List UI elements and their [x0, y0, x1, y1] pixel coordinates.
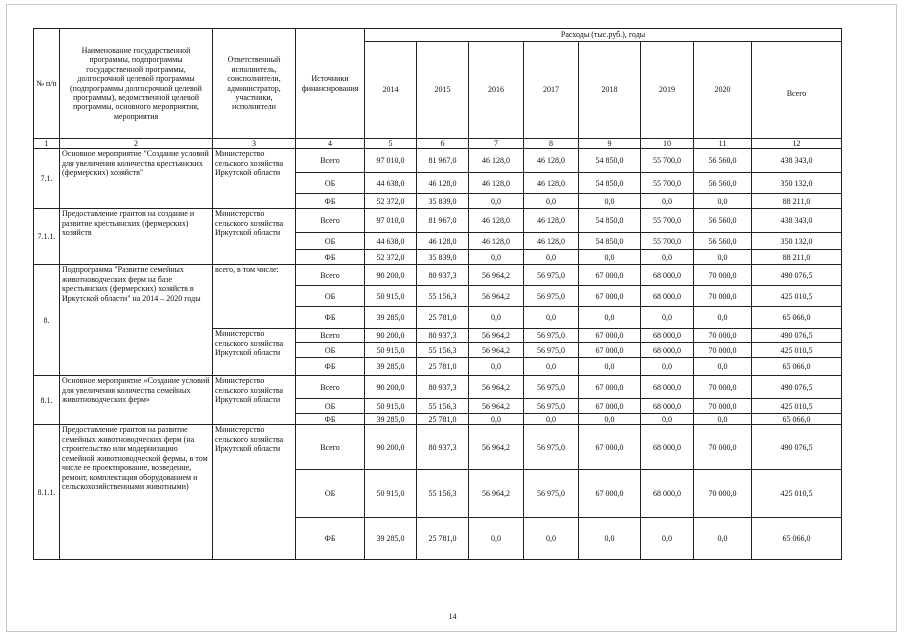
row-total-value: 65 066,0	[752, 414, 842, 425]
row-source: Всего	[296, 265, 365, 286]
row-total-value: 425 010,5	[752, 470, 842, 518]
row-value: 68 000,0	[641, 286, 694, 307]
row-name: Предоставление грантов на развитие семейных животноводческих ферм (на строительство или модернизацию семейной животноводческой фермы, в том числе ее проектирование, возведение, ремонт, комплектация оборудованием и сельскохозяйственными животными)	[60, 425, 213, 560]
header-year: 2014	[365, 42, 417, 139]
row-value: 39 285,0	[365, 307, 417, 329]
row-value: 52 372,0	[365, 250, 417, 265]
column-number: 12	[752, 139, 842, 149]
row-name: Основное мероприятие "Создание условий для увеличения количества крестьянских (фермерских) хозяйств"	[60, 149, 213, 209]
row-value: 56 560,0	[694, 233, 752, 250]
row-value: 0,0	[579, 358, 641, 376]
row-number: 8.	[34, 265, 60, 376]
row-value: 80 937,3	[417, 376, 469, 399]
row-value: 46 128,0	[417, 233, 469, 250]
row-value: 0,0	[641, 518, 694, 560]
header-year: 2020	[694, 42, 752, 139]
row-value: 80 937,3	[417, 425, 469, 470]
row-value: 97 010,0	[365, 149, 417, 173]
row-source: Всего	[296, 149, 365, 173]
row-value: 54 850,0	[579, 149, 641, 173]
row-value: 0,0	[579, 414, 641, 425]
row-value: 55 700,0	[641, 173, 694, 194]
row-value: 67 000,0	[579, 265, 641, 286]
row-value: 0,0	[524, 358, 579, 376]
row-value: 68 000,0	[641, 265, 694, 286]
row-value: 25 781,0	[417, 307, 469, 329]
row-value: 56 975,0	[524, 265, 579, 286]
row-value: 67 000,0	[579, 343, 641, 358]
row-total-value: 425 010,5	[752, 399, 842, 414]
row-value: 56 964,2	[469, 425, 524, 470]
row-value: 70 000,0	[694, 343, 752, 358]
row-value: 70 000,0	[694, 376, 752, 399]
row-value: 0,0	[641, 307, 694, 329]
row-total-value: 425 010,5	[752, 343, 842, 358]
row-source: Всего	[296, 425, 365, 470]
row-value: 80 937,3	[417, 265, 469, 286]
row-total-value: 490 076,5	[752, 376, 842, 399]
row-total-value: 88 211,0	[752, 250, 842, 265]
row-value: 70 000,0	[694, 399, 752, 414]
row-value: 55 700,0	[641, 209, 694, 233]
row-total-value: 350 132,0	[752, 173, 842, 194]
row-value: 55 156,3	[417, 343, 469, 358]
row-responsible: Министерство сельского хозяйства Иркутской области	[213, 149, 296, 209]
header-total: Всего	[752, 42, 842, 139]
row-value: 25 781,0	[417, 358, 469, 376]
row-value: 68 000,0	[641, 470, 694, 518]
row-number: 7.1.	[34, 149, 60, 209]
row-value: 56 975,0	[524, 470, 579, 518]
row-value: 0,0	[694, 414, 752, 425]
row-value: 0,0	[579, 307, 641, 329]
row-value: 0,0	[524, 194, 579, 209]
row-value: 68 000,0	[641, 399, 694, 414]
row-total-value: 438 343,0	[752, 209, 842, 233]
header-expenses: Расходы (тыс.руб.), годы	[365, 29, 842, 42]
row-value: 0,0	[694, 250, 752, 265]
row-value: 56 964,2	[469, 343, 524, 358]
row-value: 70 000,0	[694, 286, 752, 307]
row-value: 67 000,0	[579, 399, 641, 414]
row-value: 56 975,0	[524, 329, 579, 343]
column-number: 11	[694, 139, 752, 149]
row-value: 90 200,0	[365, 265, 417, 286]
row-value: 0,0	[641, 414, 694, 425]
row-value: 90 200,0	[365, 376, 417, 399]
row-value: 55 700,0	[641, 233, 694, 250]
row-responsible: Министерство сельского хозяйства Иркутской области	[213, 376, 296, 425]
row-total-value: 65 066,0	[752, 518, 842, 560]
row-value: 46 128,0	[417, 173, 469, 194]
row-number: 8.1.	[34, 376, 60, 425]
header-source: Источники финансирования	[296, 29, 365, 139]
row-value: 56 964,2	[469, 265, 524, 286]
row-value: 67 000,0	[579, 425, 641, 470]
row-value: 44 638,0	[365, 173, 417, 194]
row-value: 56 975,0	[524, 376, 579, 399]
header-name: Наименование государственной программы, подпрограммы государственной программы, долгосрочной целевой программы (подпрограммы долгосрочной целевой программы), ведомственной целевой программы, основного мероприятия, мероприятия	[60, 29, 213, 139]
row-value: 50 915,0	[365, 470, 417, 518]
row-value: 0,0	[641, 194, 694, 209]
budget-table	[33, 28, 842, 560]
row-value: 46 128,0	[469, 173, 524, 194]
row-value: 25 781,0	[417, 518, 469, 560]
column-number: 10	[641, 139, 694, 149]
row-value: 56 975,0	[524, 286, 579, 307]
header-num: № п/п	[34, 29, 60, 139]
table-header	[34, 29, 842, 149]
row-value: 0,0	[579, 518, 641, 560]
row-value: 67 000,0	[579, 376, 641, 399]
row-value: 68 000,0	[641, 343, 694, 358]
row-total-value: 350 132,0	[752, 233, 842, 250]
row-value: 80 937,3	[417, 329, 469, 343]
row-value: 67 000,0	[579, 329, 641, 343]
row-source: ФБ	[296, 194, 365, 209]
row-value: 0,0	[579, 250, 641, 265]
row-value: 46 128,0	[524, 233, 579, 250]
row-value: 46 128,0	[469, 209, 524, 233]
row-name: Основное мероприятие «Создание условий для увеличения количества семейных животноводческих ферм»	[60, 376, 213, 425]
column-number: 4	[296, 139, 365, 149]
row-value: 46 128,0	[469, 233, 524, 250]
row-name: Подпрограмма "Развитие семейных животноводческих ферм на базе крестьянских (фермерских) хозяйств в Иркутской области" на 2014 – 2020 годы	[60, 265, 213, 376]
row-value: 0,0	[524, 518, 579, 560]
header-year: 2019	[641, 42, 694, 139]
row-value: 44 638,0	[365, 233, 417, 250]
row-value: 50 915,0	[365, 343, 417, 358]
row-value: 56 560,0	[694, 149, 752, 173]
row-value: 54 850,0	[579, 173, 641, 194]
column-number: 6	[417, 139, 469, 149]
row-total-value: 438 343,0	[752, 149, 842, 173]
row-value: 56 964,2	[469, 329, 524, 343]
row-value: 0,0	[579, 194, 641, 209]
column-number: 8	[524, 139, 579, 149]
row-value: 0,0	[469, 194, 524, 209]
row-value: 55 156,3	[417, 470, 469, 518]
row-value: 55 156,3	[417, 399, 469, 414]
column-number: 7	[469, 139, 524, 149]
row-value: 25 781,0	[417, 414, 469, 425]
row-value: 0,0	[694, 194, 752, 209]
table-row	[34, 425, 842, 470]
row-source: ОБ	[296, 343, 365, 358]
table-row	[34, 265, 842, 286]
row-value: 0,0	[524, 414, 579, 425]
row-source: ОБ	[296, 399, 365, 414]
row-value: 68 000,0	[641, 376, 694, 399]
row-value: 46 128,0	[524, 173, 579, 194]
row-value: 0,0	[469, 307, 524, 329]
row-total-value: 88 211,0	[752, 194, 842, 209]
row-responsible: Министерство сельского хозяйства Иркутской области	[213, 425, 296, 560]
row-value: 90 200,0	[365, 425, 417, 470]
column-number: 1	[34, 139, 60, 149]
column-number: 9	[579, 139, 641, 149]
row-number: 8.1.1.	[34, 425, 60, 560]
header-responsible: Ответственный исполнитель, соисполнители, администратор, участники, исполнители	[213, 29, 296, 139]
row-source: ФБ	[296, 358, 365, 376]
column-number: 2	[60, 139, 213, 149]
row-source: ФБ	[296, 518, 365, 560]
row-value: 0,0	[694, 358, 752, 376]
row-value: 39 285,0	[365, 358, 417, 376]
row-value: 0,0	[469, 250, 524, 265]
row-value: 68 000,0	[641, 329, 694, 343]
row-value: 50 915,0	[365, 286, 417, 307]
row-value: 0,0	[469, 414, 524, 425]
row-source: ОБ	[296, 233, 365, 250]
row-value: 56 975,0	[524, 425, 579, 470]
row-total-value: 490 076,5	[752, 265, 842, 286]
row-value: 56 975,0	[524, 399, 579, 414]
row-value: 0,0	[694, 518, 752, 560]
row-source: ОБ	[296, 173, 365, 194]
row-value: 54 850,0	[579, 233, 641, 250]
row-source: ОБ	[296, 286, 365, 307]
row-responsible: всего, в том числе:	[213, 265, 296, 329]
table-row	[34, 149, 842, 173]
row-value: 70 000,0	[694, 425, 752, 470]
row-value: 90 200,0	[365, 329, 417, 343]
header-year: 2017	[524, 42, 579, 139]
row-name: Предоставление грантов на создание и развитие крестьянских (фермерских) хозяйств	[60, 209, 213, 265]
row-value: 68 000,0	[641, 425, 694, 470]
row-value: 56 975,0	[524, 343, 579, 358]
row-value: 55 156,3	[417, 286, 469, 307]
row-value: 56 964,2	[469, 376, 524, 399]
row-total-value: 425 010,5	[752, 286, 842, 307]
row-source: ФБ	[296, 250, 365, 265]
header-year: 2015	[417, 42, 469, 139]
row-value: 46 128,0	[524, 149, 579, 173]
row-value: 56 964,2	[469, 399, 524, 414]
row-value: 97 010,0	[365, 209, 417, 233]
row-value: 0,0	[469, 358, 524, 376]
row-value: 56 560,0	[694, 173, 752, 194]
row-value: 46 128,0	[524, 209, 579, 233]
row-value: 46 128,0	[469, 149, 524, 173]
row-number: 7.1.1.	[34, 209, 60, 265]
table-row	[34, 209, 842, 233]
row-value: 67 000,0	[579, 470, 641, 518]
column-number: 3	[213, 139, 296, 149]
row-value: 0,0	[641, 358, 694, 376]
row-source: Всего	[296, 376, 365, 399]
row-value: 70 000,0	[694, 329, 752, 343]
row-total-value: 65 066,0	[752, 358, 842, 376]
row-value: 54 850,0	[579, 209, 641, 233]
table-body	[34, 149, 842, 560]
row-value: 0,0	[641, 250, 694, 265]
row-value: 52 372,0	[365, 194, 417, 209]
row-value: 67 000,0	[579, 286, 641, 307]
row-value: 39 285,0	[365, 414, 417, 425]
header-year: 2018	[579, 42, 641, 139]
table-row	[34, 376, 842, 399]
row-value: 55 700,0	[641, 149, 694, 173]
row-total-value: 490 076,5	[752, 329, 842, 343]
row-value: 50 915,0	[365, 399, 417, 414]
row-value: 0,0	[469, 518, 524, 560]
row-value: 81 967,0	[417, 149, 469, 173]
header-year: 2016	[469, 42, 524, 139]
row-source: Всего	[296, 209, 365, 233]
row-source: ОБ	[296, 470, 365, 518]
row-responsible: Министерство сельского хозяйства Иркутской области	[213, 209, 296, 265]
row-total-value: 490 076,5	[752, 425, 842, 470]
row-value: 35 839,0	[417, 194, 469, 209]
row-value: 70 000,0	[694, 265, 752, 286]
row-source: ФБ	[296, 414, 365, 425]
row-value: 35 839,0	[417, 250, 469, 265]
row-value: 70 000,0	[694, 470, 752, 518]
row-value: 0,0	[694, 307, 752, 329]
row-value: 56 964,2	[469, 286, 524, 307]
row-responsible: Министерство сельского хозяйства Иркутской области	[213, 329, 296, 376]
row-total-value: 65 066,0	[752, 307, 842, 329]
row-value: 81 967,0	[417, 209, 469, 233]
row-source: Всего	[296, 329, 365, 343]
row-value: 39 285,0	[365, 518, 417, 560]
row-value: 0,0	[524, 307, 579, 329]
row-value: 56 560,0	[694, 209, 752, 233]
row-value: 0,0	[524, 250, 579, 265]
row-source: ФБ	[296, 307, 365, 329]
column-number: 5	[365, 139, 417, 149]
page-number: 14	[448, 612, 457, 621]
row-value: 56 964,2	[469, 470, 524, 518]
